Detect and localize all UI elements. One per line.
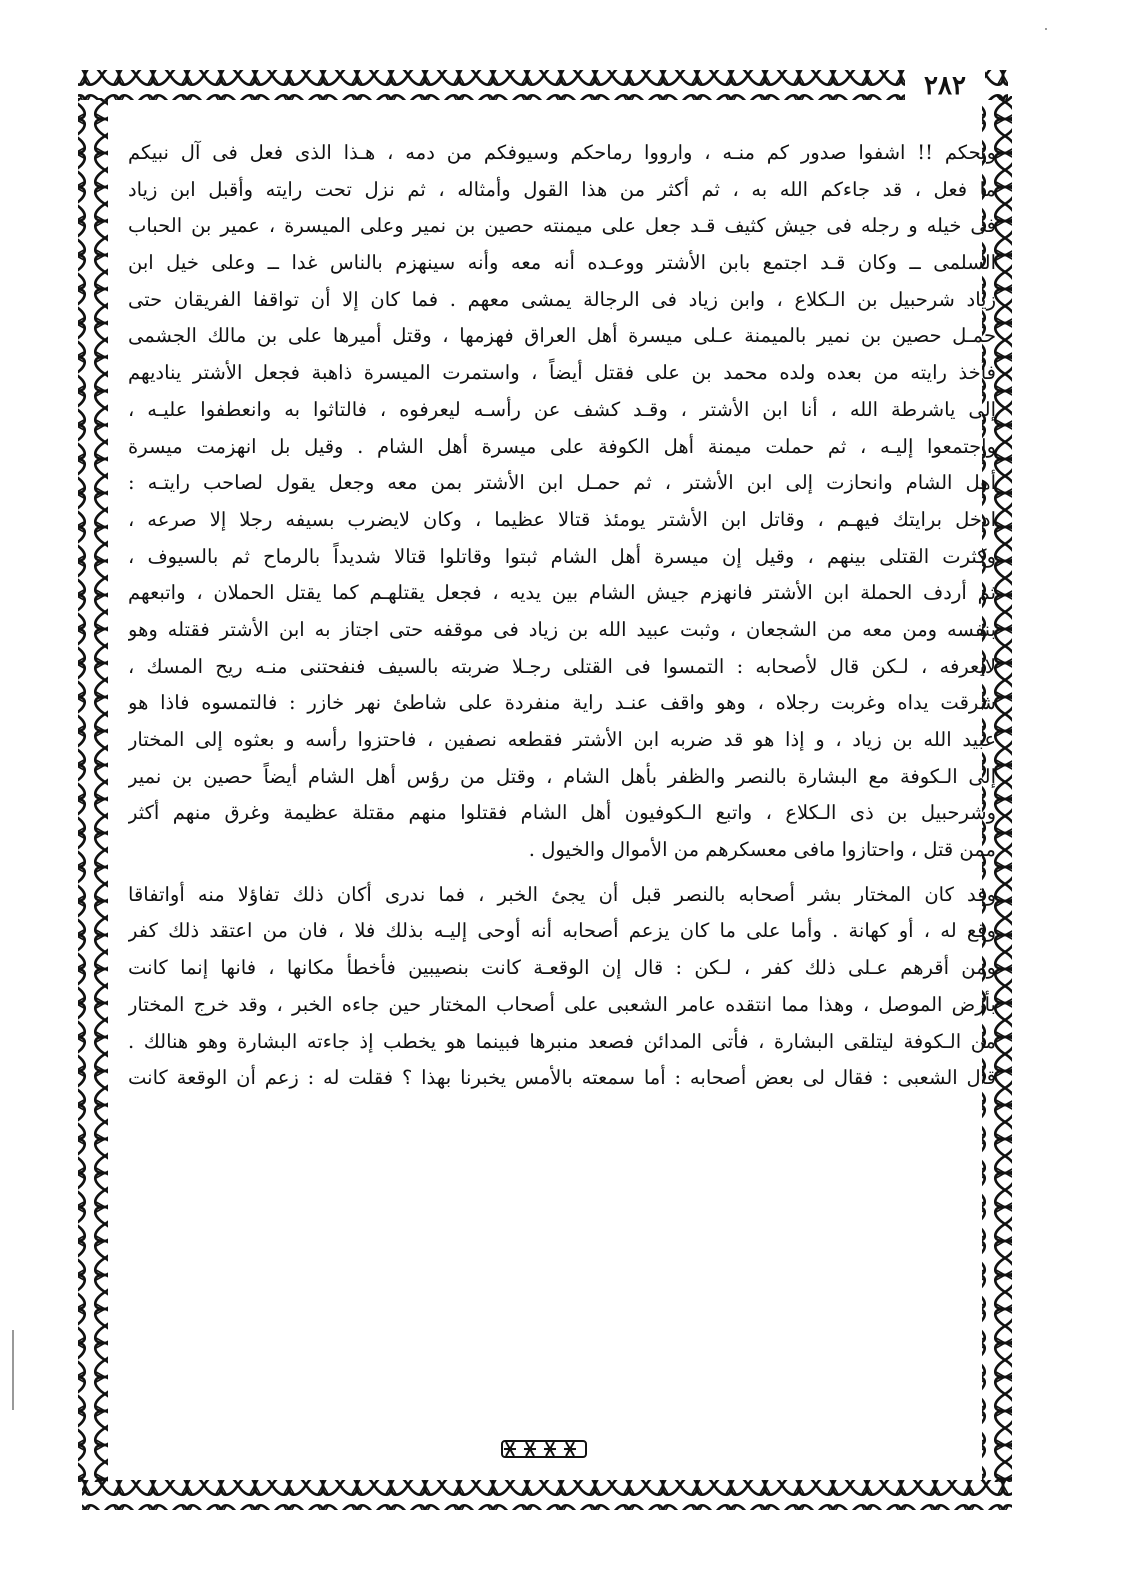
text-line: فأخذ رايته من بعده ولده محمد بن على فقتل أيضاً ، واستمرت الميسرة ذاهبة فجعل الأشتر يناديهم xyxy=(128,361,996,385)
text-line: زياد شرحبيل بن الـكلاع ، وابن زياد فى الرجالة يمشى معهم . فما كان إلا أن تواقفا الفريقان حتى xyxy=(128,287,996,311)
text-line: وشرحبيل بن ذى الـكلاع ، واتبع الـكوفيون أهل الشام فقتلوا منهم مقتلة عظيمة وغرق منهم أكثر xyxy=(128,801,996,825)
paragraph-gap xyxy=(128,869,996,877)
margin-mark xyxy=(1045,28,1047,30)
paragraph-1 xyxy=(128,135,996,869)
text-line: قال الشعبى : فقال لى بعض أصحابه : أما سمعته بالأمس يخبرنا بهذا ؟ فقلت له : زعم أن الوقعة كانت xyxy=(128,1066,996,1090)
text-line: فى خيله و رجله فى جيش كثيف قـد جعل على ميمنته حصين بن نمير وعلى الميسرة ، عمير بن الحباب xyxy=(128,214,996,238)
text-line: عبيد الله بن زياد ، و إذا هو قد ضربه ابن الأشتر فقطعه نصفين ، فاحتزوا رأسه و بعثوه إلى المختار xyxy=(128,728,996,751)
text-line: وكثرت القتلى بينهم ، وقيل إن ميسرة أهل الشام ثبتوا وقاتلوا قتالا شديداً بالرماح ثم بالسيوف ، xyxy=(128,544,996,568)
text-line: وقع له ، أو كهانة . وأما على ما كان يزعم أصحابه أنه أوحى إليـه بذلك فلا ، فان من اعتقد ذلك كفر xyxy=(128,919,996,943)
text-line: لايعرفه ، لـكن قال لأصحابه : التمسوا فى القتلى رجـلا ضربته بالسيف فنفحتنى منـه ريح المسك ، xyxy=(128,654,996,678)
text-line: أهل الشام وانحازت إلى ابن الأشتر ، ثم حمـل ابن الأشتر بمن معه وجعل يقول لصاحب رايتـه : xyxy=(128,471,996,495)
text-line: شرقت يداه وغربت رجلاه ، وهو واقف عنـد راية منفردة على شاطئ نهر خازر : فالتمسوه فاذا هو xyxy=(128,691,996,715)
margin-mark xyxy=(12,1330,14,1410)
text-line: حمـل حصين بن نمير بالميمنة عـلى ميسرة أهل العراق فهزمها ، وقتل أميرها على بن مالك الجشمى xyxy=(128,324,996,348)
text-line: السلمى ــ وكان قـد اجتمع بابن الأشتر ووعـده أنه معه وأنه سينهزم بالناس غدا ــ وعلى خيل ابن xyxy=(128,251,996,275)
text-line: بنفسه ومن معه من الشجعان ، وثبت عبيد الله بن زياد فى موقفه حتى اجتاز به ابن الأشتر فقتله وهو xyxy=(128,617,996,641)
text-line: ادخل برايتك فيهـم ، وقاتل ابن الأشتر يومئذ قتالا عظيما ، وكان لايضرب بسيفه رجلا إلا صرعه ، xyxy=(128,507,996,531)
text-line: واجتمعوا إليـه ، ثم حملت ميمنة أهل الكوفة على ميسرة أهل الشام . وقيل بل انهزمت ميسرة xyxy=(128,434,996,458)
page-number: ٢٨٢ xyxy=(905,68,985,104)
main-text xyxy=(128,135,996,1425)
text-line: ويحكم !! اشفوا صدور كم منـه ، وارووا رماحكم وسيوفكم من دمه ، هـذا الذى فعل فى آل نبيكم xyxy=(128,141,996,164)
text-line: إلى الـكوفة مع البشارة بالنصر والظفر بأهل الشام ، وقتل من رؤس أهل الشام أيضاً حصين بن نمير xyxy=(128,764,996,788)
end-ornament-icon xyxy=(500,1438,590,1460)
text-line: إلى ياشرطة الله ، أنا ابن الأشتر ، وقـد كشف عن رأسـه ليعرفوه ، فالتاثوا به وانعطفوا عليـه ، xyxy=(128,397,996,421)
paragraph-2 xyxy=(128,877,996,1097)
text-line: ثم أردف الحملة ابن الأشتر فانهزم جيش الشام بين يديه ، فجعل يقتلهـم كما يقتل الحملان ، واتبعهم xyxy=(128,581,996,605)
text-line: بأرض الموصل ، وهذا مما انتقده عامر الشعبى على أصحاب المختار حين جاءه الخبر ، وقد خرج المختار xyxy=(128,992,996,1016)
text-line: ممن قتل ، واحتازوا مافى معسكرهم من الأموال والخيول . xyxy=(528,838,996,862)
text-line: ومن أقرهم عـلى ذلك كفر ، لـكن : قال إن الوقعـة كانت بنصيبين فأخطأ مكانها ، فانها إنما كانت xyxy=(128,956,996,980)
text-line: ما فعل ، قد جاءكم الله به ، ثم أكثر من هذا القول وأمثاله ، ثم نزل تحت رايته وأقبل ابن زياد xyxy=(128,177,996,201)
text-line: من الـكوفة ليتلقى البشارة ، فأتى المدائن فصعد منبرها فبينما هو يخطب إذ جاءته البشارة وهو هنالك . xyxy=(128,1029,996,1053)
text-line: وقد كان المختار بشر أصحابه بالنصر قبل أن يجئ الخبر ، فما ندرى أكان ذلك تفاؤلا منه أواتفاقا xyxy=(128,882,996,906)
